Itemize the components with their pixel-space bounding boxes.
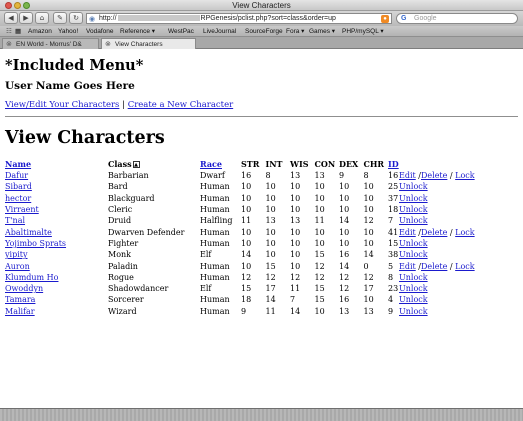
actions-column-header: [399, 158, 479, 170]
table-row: [5, 272, 479, 283]
chr-cell: 12: [363, 216, 374, 226]
bookmark-westpac[interactable]: WestPac: [168, 28, 194, 35]
str-cell: 10: [241, 193, 252, 203]
character-class-cell: Monk: [108, 250, 132, 260]
con-cell: 10: [314, 205, 325, 215]
character-class-cell: Fighter: [108, 238, 139, 248]
wis-cell: 14: [290, 306, 301, 316]
con-cell: 10: [314, 306, 325, 316]
delete-character-link[interactable]: Delete: [420, 261, 448, 271]
character-id-cell: 41: [388, 227, 399, 237]
con-column-header: CON: [314, 159, 336, 169]
actions-cell: [399, 238, 479, 249]
home-icon: ⌂: [39, 14, 45, 22]
table-row: [5, 238, 479, 249]
character-name-link[interactable]: T'nal: [5, 216, 26, 226]
character-id-cell: 37: [388, 193, 399, 203]
action-separator: /: [447, 227, 456, 237]
chr-cell: 10: [363, 193, 374, 203]
str-cell: 16: [241, 171, 252, 181]
dex-cell: 10: [339, 182, 350, 192]
unlock-character-link[interactable]: Unlock: [399, 306, 428, 316]
chr-cell: 10: [363, 238, 374, 248]
wis-cell: 10: [290, 227, 301, 237]
dex-cell: 16: [339, 295, 350, 305]
dex-cell: 14: [339, 216, 350, 226]
wis-cell: 12: [290, 272, 301, 282]
table-row: [5, 283, 479, 294]
forward-button[interactable]: [19, 12, 33, 24]
bookmark-livejournal[interactable]: LiveJournal: [203, 28, 237, 35]
class-column-header: Class: [108, 159, 132, 169]
table-row: [5, 193, 479, 204]
character-race-cell: Human: [200, 261, 230, 271]
bookmark-folder-fora[interactable]: Fora ▾: [286, 28, 305, 35]
unlock-character-link[interactable]: Unlock: [399, 216, 428, 226]
str-cell: 10: [241, 238, 252, 248]
tab-label: EN World - Morrus' D&: [16, 41, 82, 48]
str-cell: 14: [241, 250, 252, 260]
bookmarks-bar: [0, 26, 523, 37]
character-id-cell: 5: [388, 261, 394, 271]
window-title: View Characters: [232, 1, 291, 10]
chr-cell: 12: [363, 272, 374, 282]
table-row: [5, 306, 479, 317]
bookmark-folder-reference[interactable]: Reference ▾: [120, 28, 156, 35]
wis-cell: 10: [290, 238, 301, 248]
chr-cell: 17: [363, 284, 374, 294]
bookmark-yahoo[interactable]: Yahoo!: [58, 28, 79, 35]
chr-cell: 10: [363, 182, 374, 192]
str-cell: 11: [241, 216, 252, 226]
con-cell: 10: [314, 182, 325, 192]
characters-table-body: [5, 170, 479, 317]
sort-by-id-link[interactable]: ID: [388, 159, 399, 169]
dex-cell: 10: [339, 238, 350, 248]
character-race-cell: Dwarf: [200, 171, 225, 181]
character-race-cell: Human: [200, 182, 230, 192]
str-cell: 10: [241, 261, 252, 271]
character-class-cell: Cleric: [108, 205, 133, 215]
str-column-header: STR: [241, 159, 260, 169]
table-row: [5, 181, 479, 192]
delete-character-link[interactable]: Delete: [420, 227, 448, 237]
redacted-url-segment: [118, 15, 200, 21]
str-cell: 15: [241, 284, 252, 294]
wis-cell: 10: [290, 261, 301, 271]
unlock-character-link[interactable]: Unlock: [399, 295, 428, 305]
unlock-character-link[interactable]: Unlock: [399, 272, 428, 282]
actions-cell: [399, 260, 479, 271]
action-separator: /: [415, 227, 421, 237]
sort-by-race-link[interactable]: Race: [200, 159, 222, 169]
character-class-cell: Dwarven Defender: [108, 227, 185, 237]
actions-cell: [399, 249, 479, 260]
characters-table: [5, 158, 479, 317]
int-cell: 10: [265, 193, 276, 203]
character-name-link[interactable]: yipity: [5, 250, 28, 260]
character-name-link[interactable]: Malifar: [5, 306, 35, 316]
google-search-icon: G: [401, 15, 407, 22]
str-cell: 10: [241, 182, 252, 192]
lock-character-link[interactable]: Lock: [455, 227, 475, 237]
rss-icon[interactable]: ●: [381, 15, 389, 23]
character-name-link[interactable]: Yojimbo Sprats: [5, 238, 67, 248]
con-cell: 10: [314, 193, 325, 203]
character-name-link[interactable]: Klumdum Ho: [5, 272, 59, 282]
page-title: View Characters: [5, 128, 165, 148]
table-row: [5, 204, 479, 215]
home-button[interactable]: [35, 12, 49, 24]
back-arrow-icon: ◀: [8, 14, 14, 22]
reload-icon: ↻: [73, 14, 79, 22]
int-column-header: INT: [265, 159, 283, 169]
bookmark-amazon[interactable]: Amazon: [28, 28, 52, 35]
edit-button[interactable]: [53, 12, 67, 24]
character-name-link[interactable]: Tamara: [5, 295, 36, 305]
url-prefix: http://: [99, 15, 117, 22]
dex-cell: 10: [339, 227, 350, 237]
character-class-cell: Druid: [108, 216, 132, 226]
character-race-cell: Human: [200, 272, 230, 282]
bookmarks-book-icon[interactable]: ☷: [6, 28, 12, 35]
actions-cell: [399, 181, 479, 192]
chr-cell: 13: [363, 306, 374, 316]
int-cell: 14: [265, 295, 276, 305]
wis-cell: 13: [290, 171, 301, 181]
search-placeholder: Google: [414, 15, 437, 22]
con-cell: 12: [314, 261, 325, 271]
link-separator: |: [119, 100, 128, 110]
unlock-character-link[interactable]: Unlock: [399, 250, 428, 260]
actions-cell: [399, 193, 479, 204]
character-nav-links: [5, 100, 233, 110]
reload-button[interactable]: [69, 12, 83, 24]
bookmark-sourceforge[interactable]: SourceForge: [245, 28, 283, 35]
unlock-character-link[interactable]: Unlock: [399, 238, 428, 248]
unlock-character-link[interactable]: Unlock: [399, 182, 428, 192]
character-id-cell: 16: [388, 171, 399, 181]
con-cell: 10: [314, 238, 325, 248]
int-cell: 11: [265, 306, 276, 316]
bookmark-vodafone[interactable]: Vodafone: [86, 28, 114, 35]
unlock-character-link[interactable]: Unlock: [399, 205, 428, 215]
con-cell: 10: [314, 227, 325, 237]
character-name-link[interactable]: Sibard: [5, 182, 32, 192]
chr-cell: 0: [363, 261, 369, 271]
forward-arrow-icon: ▶: [23, 14, 29, 22]
dex-cell: 10: [339, 193, 350, 203]
horizontal-divider: [5, 116, 518, 117]
str-cell: 9: [241, 306, 247, 316]
wis-cell: 11: [290, 284, 301, 294]
character-class-cell: Shadowdancer: [108, 284, 169, 294]
character-id-cell: 7: [388, 216, 394, 226]
table-row: [5, 215, 479, 226]
tab-label: View Characters: [115, 41, 163, 48]
character-id-cell: 18: [388, 205, 399, 215]
close-tab-icon[interactable]: ⊗: [6, 41, 12, 48]
actions-cell: [399, 204, 479, 215]
character-class-cell: Barbarian: [108, 171, 149, 181]
character-name-link[interactable]: Abaltimalte: [5, 227, 52, 237]
con-cell: 15: [314, 250, 325, 260]
character-name-link[interactable]: hector: [5, 193, 32, 203]
close-tab-icon[interactable]: ⊗: [105, 41, 111, 48]
tab-view-characters[interactable]: [101, 38, 196, 49]
chr-cell: 10: [363, 205, 374, 215]
chr-cell: 14: [363, 250, 374, 260]
globe-icon: ◉: [89, 16, 96, 23]
bookmarks-grid-icon[interactable]: ▦: [15, 28, 22, 35]
action-separator: /: [447, 171, 456, 181]
actions-cell: [399, 294, 479, 305]
table-row: [5, 249, 479, 260]
dex-cell: 12: [339, 272, 350, 282]
lock-character-link[interactable]: Lock: [455, 261, 475, 271]
actions-cell: [399, 226, 479, 237]
user-name-heading: User Name Goes Here: [5, 80, 135, 92]
search-input[interactable]: [396, 13, 518, 24]
unlock-character-link[interactable]: Unlock: [399, 284, 428, 294]
character-name-link[interactable]: Virraent: [5, 205, 39, 215]
dex-cell: 13: [339, 306, 350, 316]
table-row: [5, 260, 479, 271]
bookmark-folder-games[interactable]: Games ▾: [309, 28, 336, 35]
browser-toolbar: [0, 11, 523, 26]
character-race-cell: Human: [200, 193, 230, 203]
con-cell: 15: [314, 284, 325, 294]
included-menu-title: *Included Menu*: [5, 57, 144, 74]
int-cell: 15: [265, 261, 276, 271]
dex-cell: 14: [339, 261, 350, 271]
character-id-cell: 4: [388, 295, 394, 305]
action-separator: /: [415, 261, 421, 271]
actions-cell: [399, 283, 479, 294]
edit-character-link[interactable]: Edit: [399, 171, 416, 181]
wis-cell: 10: [290, 205, 301, 215]
table-row: [5, 226, 479, 237]
character-name-link[interactable]: Dafur: [5, 171, 29, 181]
actions-cell: [399, 215, 479, 226]
str-cell: 10: [241, 227, 252, 237]
sort-by-name-link[interactable]: Name: [5, 159, 32, 169]
character-id-cell: 23: [388, 284, 399, 294]
action-separator: /: [447, 261, 456, 271]
dex-column-header: DEX: [339, 159, 359, 169]
delete-character-link[interactable]: Delete: [420, 171, 448, 181]
dex-cell: 12: [339, 284, 350, 294]
edit-character-link[interactable]: Edit: [399, 227, 416, 237]
character-class-cell: Bard: [108, 182, 128, 192]
character-name-link[interactable]: Auron: [5, 261, 30, 271]
character-class-cell: Blackguard: [108, 193, 155, 203]
con-cell: 15: [314, 295, 325, 305]
character-id-cell: 9: [388, 306, 394, 316]
str-cell: 12: [241, 272, 252, 282]
int-cell: 17: [265, 284, 276, 294]
int-cell: 10: [265, 227, 276, 237]
character-class-cell: Rogue: [108, 272, 134, 282]
str-cell: 10: [241, 205, 252, 215]
bookmark-folder-php-mysql[interactable]: PHP/mySQL ▾: [342, 28, 384, 35]
character-id-cell: 15: [388, 238, 399, 248]
chr-cell: 10: [363, 295, 374, 305]
int-cell: 10: [265, 250, 276, 260]
int-cell: 13: [265, 216, 276, 226]
wis-cell: 10: [290, 193, 301, 203]
character-race-cell: Halfling: [200, 216, 233, 226]
window-bottom-frame: [0, 408, 523, 421]
con-cell: 12: [314, 272, 325, 282]
wis-cell: 7: [290, 295, 296, 305]
int-cell: 10: [265, 205, 276, 215]
character-race-cell: Human: [200, 306, 230, 316]
chr-cell: 10: [363, 227, 374, 237]
window-titlebar: [0, 0, 523, 11]
back-button[interactable]: [4, 12, 18, 24]
pencil-icon: ✎: [57, 14, 63, 22]
tab-en-world[interactable]: [2, 38, 99, 49]
character-race-cell: Human: [200, 227, 230, 237]
character-id-cell: 8: [388, 272, 394, 282]
int-cell: 12: [265, 272, 276, 282]
unlock-character-link[interactable]: Unlock: [399, 193, 428, 203]
character-race-cell: Elf: [200, 284, 212, 294]
dex-cell: 9: [339, 171, 345, 181]
character-race-cell: Elf: [200, 250, 212, 260]
con-cell: 11: [314, 216, 325, 226]
lock-character-link[interactable]: Lock: [455, 171, 475, 181]
wis-cell: 10: [290, 182, 301, 192]
address-bar[interactable]: [86, 13, 392, 24]
character-race-cell: Human: [200, 205, 230, 215]
sort-ascending-icon[interactable]: ▲: [134, 162, 139, 168]
actions-cell: [399, 170, 479, 181]
chr-column-header: CHR: [363, 159, 385, 169]
table-row: [5, 170, 479, 181]
actions-cell: [399, 272, 479, 283]
url-path: RPGenesis/pclist.php?sort=class&order=up: [200, 15, 336, 22]
character-race-cell: Human: [200, 295, 230, 305]
edit-character-link[interactable]: Edit: [399, 261, 416, 271]
character-class-cell: Sorcerer: [108, 295, 144, 305]
chr-cell: 8: [363, 171, 369, 181]
character-class-cell: Paladin: [108, 261, 138, 271]
character-id-cell: 25: [388, 182, 399, 192]
page-content: [0, 50, 523, 408]
view-edit-characters-link[interactable]: View/Edit Your Characters: [5, 100, 120, 110]
character-race-cell: Human: [200, 238, 230, 248]
wis-cell: 10: [290, 250, 301, 260]
wis-cell: 13: [290, 216, 301, 226]
character-id-cell: 38: [388, 250, 399, 260]
int-cell: 10: [265, 238, 276, 248]
int-cell: 8: [265, 171, 271, 181]
dex-cell: 10: [339, 205, 350, 215]
action-separator: /: [415, 171, 421, 181]
actions-cell: [399, 306, 479, 317]
tab-bar: [0, 37, 523, 49]
character-name-link[interactable]: Owoddyn: [5, 284, 44, 294]
int-cell: 10: [265, 182, 276, 192]
con-cell: 13: [314, 171, 325, 181]
dex-cell: 16: [339, 250, 350, 260]
table-row: [5, 294, 479, 305]
str-cell: 18: [241, 295, 252, 305]
character-class-cell: Wizard: [108, 306, 137, 316]
create-character-link[interactable]: Create a New Character: [127, 100, 234, 110]
table-header-row: [5, 158, 479, 170]
wis-column-header: WIS: [290, 159, 309, 169]
